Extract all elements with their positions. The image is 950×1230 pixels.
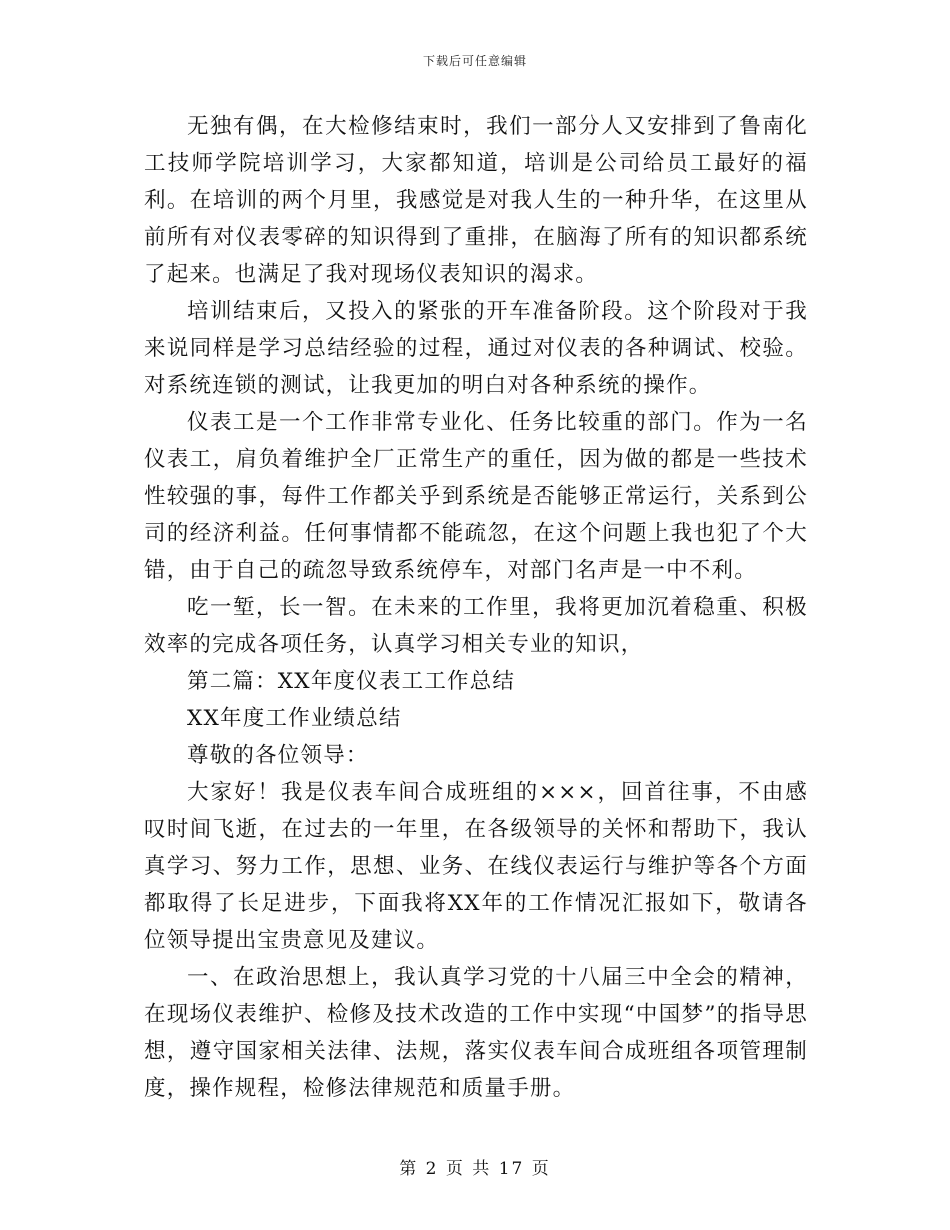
page-header: 下载后可任意编辑 <box>422 54 527 68</box>
section-title: 第二篇：XX年度仪表工工作总结 <box>187 669 516 694</box>
paragraph: 大家好！我是仪表车间合成班组的×××，回首往事，不由感叹时间飞逝，在过去的一年里，在各级领导的关怀和帮助下，我认真学习、努力工作，思想、业务、在线仪表运行与维护等各个方面都取得了长足进步，下面我将XX年的工作情况汇报如下，敬请各位领导提出宝贵意见及建议。 <box>144 780 808 953</box>
paragraph: 吃一堑，长一智。在未来的工作里，我将更加沉着稳重、积极效率的完成各项任务，认真学习相关专业的知识， <box>144 595 808 657</box>
document-body <box>144 108 808 1107</box>
paragraph: 一、在政治思想上，我认真学习党的十八届三中全会的精神，在现场仪表维护、检修及技术改造的工作中实现“中国梦”的指导思想，遵守国家相关法律、法规，落实仪表车间合成班组各项管理制度，操作规程，检修法律规范和质量手册。 <box>144 965 808 1101</box>
paragraph: 无独有偶，在大检修结束时，我们一部分人又安排到了鲁南化工技师学院培训学习，大家都知道，培训是公司给员工最好的福利。在培训的两个月里，我感觉是对我人生的一种升华，在这里从前所有对仪表零碎的知识得到了重排，在脑海了所有的知识都系统了起来。也满足了我对现场仪表知识的渴求。 <box>144 114 808 287</box>
paragraph: 仪表工是一个工作非常专业化、任务比较重的部门。作为一名仪表工，肩负着维护全厂正常生产的重任，因为做的都是一些技术性较强的事，每件工作都关乎到系统是否能够正常运行，关系到公司的经济利益。任何事情都不能疏忽，在这个问题上我也犯了个大错，由于自己的疏忽导致系统停车，对部门名声是一中不利。 <box>144 410 808 583</box>
paragraph: 培训结束后，又投入的紧张的开车准备阶段。这个阶段对于我来说同样是学习总结经验的过程，通过对仪表的各种调试、校验。对系统连锁的测试，让我更加的明白对各种系统的操作。 <box>144 299 808 398</box>
subtitle: XX年度工作业绩总结 <box>187 706 402 731</box>
salutation: 尊敬的各位领导： <box>187 743 369 768</box>
page-number: 第 2 页 共 17 页 <box>399 1159 551 1179</box>
